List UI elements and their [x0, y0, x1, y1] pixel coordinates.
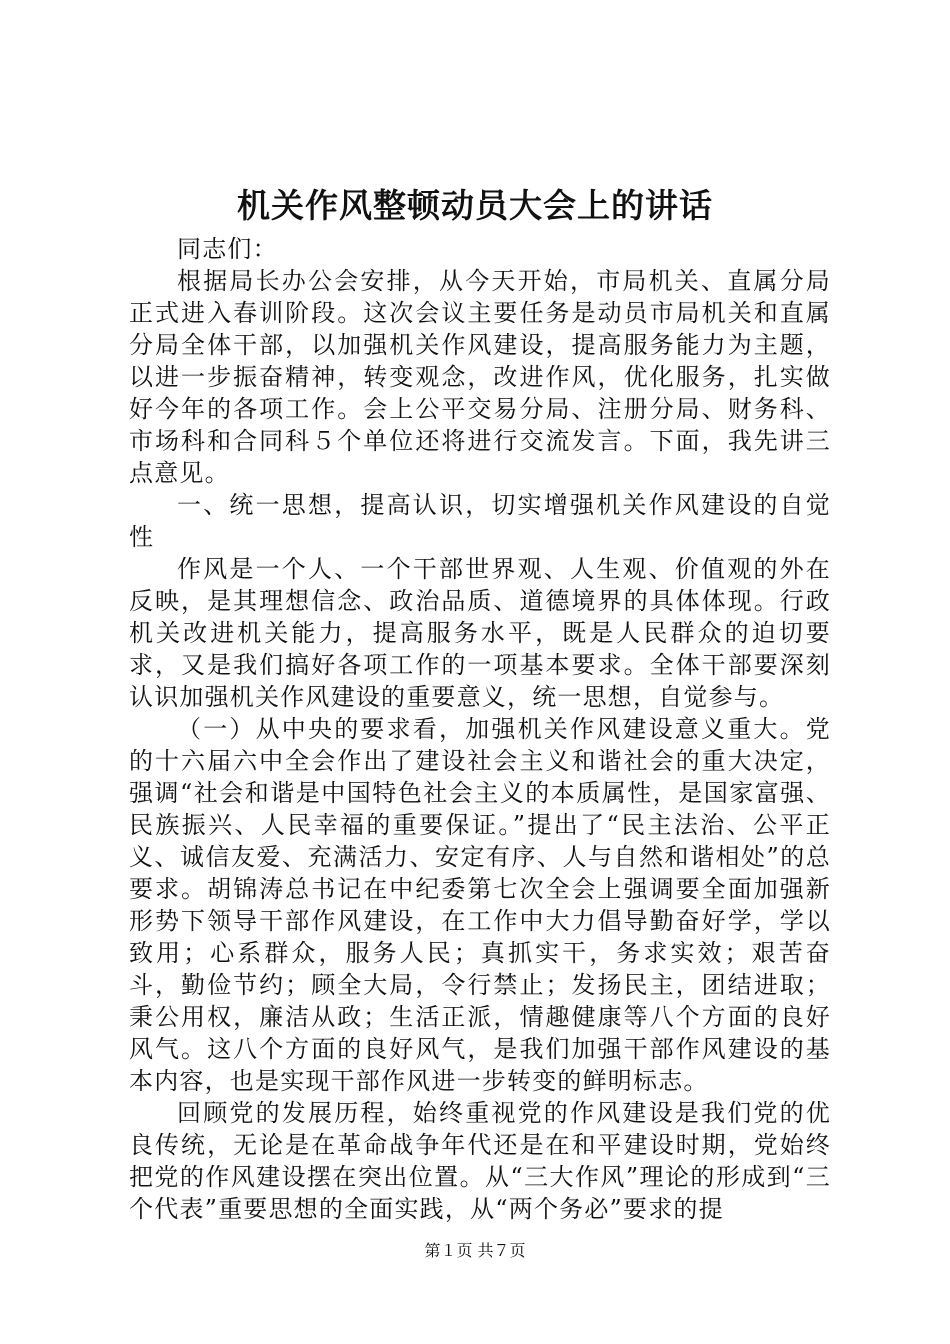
paragraph: 回顾党的发展历程，始终重视党的作风建设是我们党的优良传统，无论是在革命战争年代还是在和平建设时期，党始终把党的作风建设摆在突出位置。从“三大作风”理论的形成到“三个代表”重要思想的全面实践，从“两个务必”要求的提 [129, 1099, 831, 1223]
salutation: 同志们： [177, 235, 278, 263]
paragraph: 根据局长办公会安排，从今天开始，市局机关、直属分局正式进入春训阶段。这次会议主要任务是动员市局机关和直属分局全体干部，以加强机关作风建设，提高服务能力为主题，以进一步振奋精神，转变观念，改进作风，优化服务，扎实做好今年的各项工作。会上公平交易分局、注册分局、财务科、市场科和合同科５个单位还将进行交流发言。下面，我先讲三点意见。 [129, 267, 831, 487]
section-heading: 一、统一思想，提高认识，切实增强机关作风建设的自觉性 [129, 491, 831, 551]
paragraph: （一）从中央的要求看，加强机关作风建设意义重大。党的十六届六中全会作出了建设社会主义和谐社会的重大决定，强调“社会和谐是中国特色社会主义的本质属性，是国家富强、民族振兴、人民幸福的重要保证。”提出了“民主法治、公平正义、诚信友爱、充满活力、安定有序、人与自然和谐相处”的总要求。胡锦涛总书记在中纪委第七次全会上强调要全面加强新形势下领导干部作风建设，在工作中大力倡导勤奋好学，学以致用；心系群众，服务人民；真抓实干，务求实效；艰苦奋斗，勤俭节约；顾全大局，令行禁止；发扬民主，团结进取；秉公用权，廉洁从政；生活正派，情趣健康等八个方面的良好风气。这八个方面的良好风气，是我们加强干部作风建设的基本内容，也是实现干部作风进一步转变的鲜明标志。 [129, 715, 831, 1095]
document-body [129, 233, 831, 1225]
document-title: 机关作风整顿动员大会上的讲话 [237, 186, 713, 225]
paragraph: 作风是一个人、一个干部世界观、人生观、价值观的外在反映，是其理想信念、政治品质、道德境界的具体体现。行政机关改进机关能力，提高服务水平，既是人民群众的迫切要求，又是我们搞好各项工作的一项基本要求。全体干部要深刻认识加强机关作风建设的重要意义，统一思想，自觉参与。 [129, 555, 831, 711]
page-footer: 第１页 共７页 [424, 1241, 526, 1260]
